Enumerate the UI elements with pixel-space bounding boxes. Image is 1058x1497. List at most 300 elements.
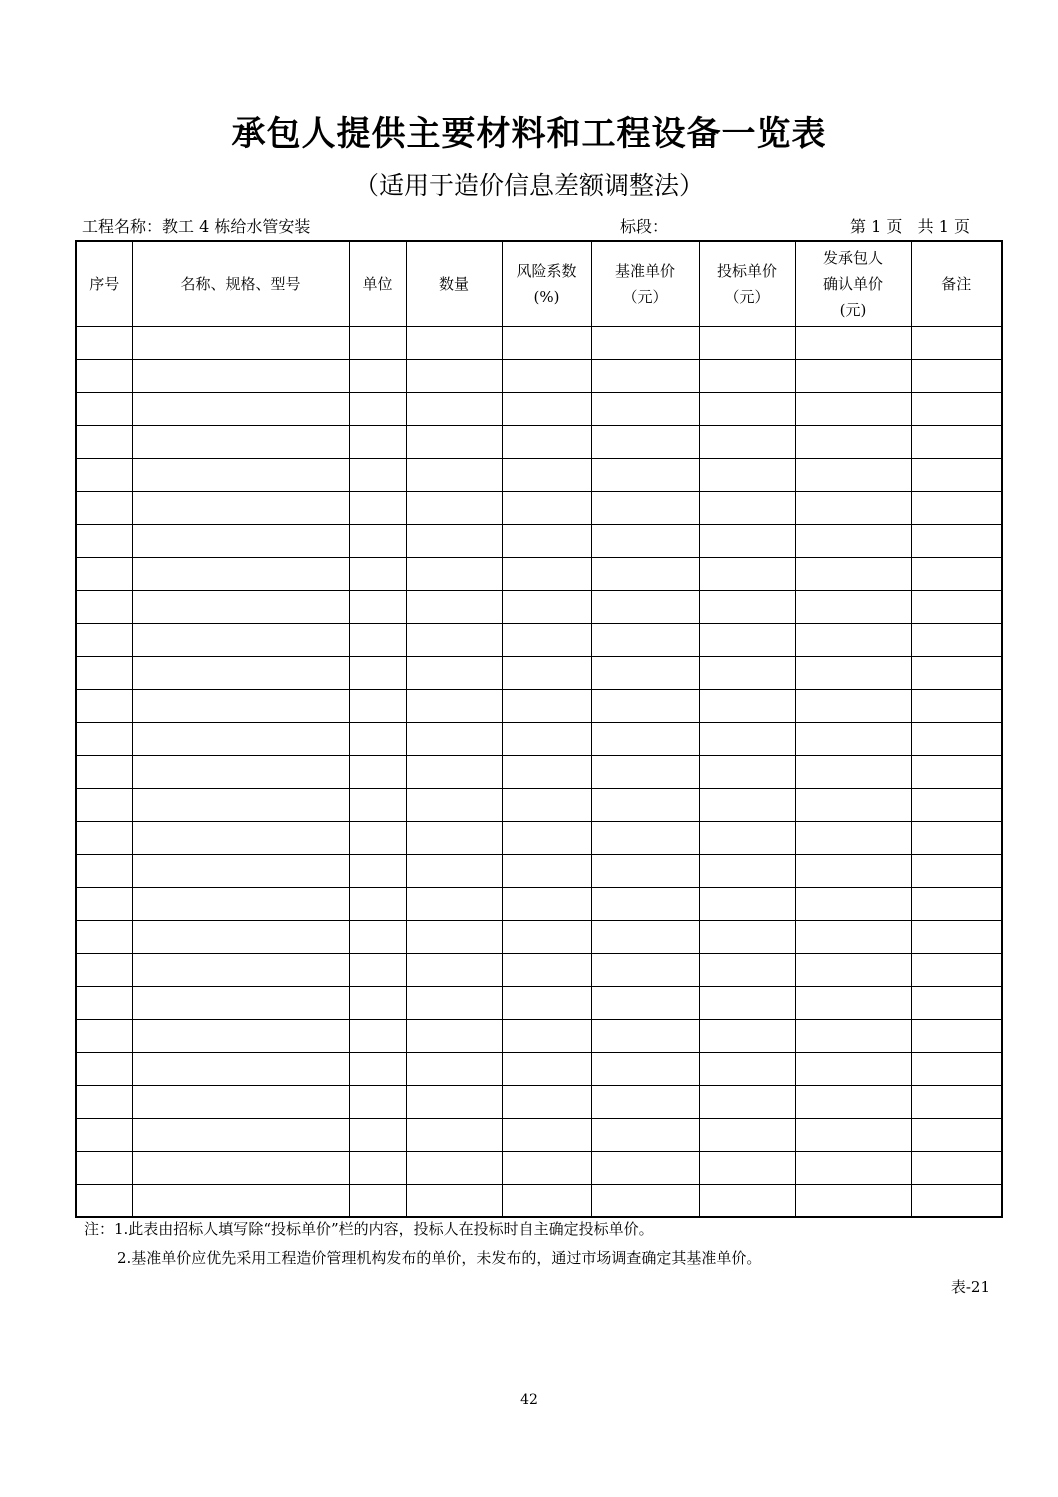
table-cell [132,854,349,887]
table-cell [795,458,911,491]
table-cell [591,491,699,524]
table-cell [699,854,795,887]
header-seq: 序号 [76,241,132,326]
table-cell [795,1151,911,1184]
table-cell [591,1052,699,1085]
table-body [76,326,1002,1217]
table-cell [795,1052,911,1085]
table-cell [132,821,349,854]
table-cell [795,755,911,788]
table-cell [349,491,406,524]
table-cell [406,524,502,557]
table-row [76,755,1002,788]
table-cell [911,986,1002,1019]
table-cell [591,1085,699,1118]
table-cell [911,1118,1002,1151]
table-cell [591,425,699,458]
table-cell [591,788,699,821]
table-cell [502,491,591,524]
table-cell [349,623,406,656]
table-cell [406,590,502,623]
table-cell [406,359,502,392]
table-cell [349,689,406,722]
table-cell [911,425,1002,458]
table-cell [406,623,502,656]
table-cell [699,491,795,524]
table-cell [349,986,406,1019]
table-cell [699,359,795,392]
table-cell [132,1085,349,1118]
table-cell [132,1052,349,1085]
table-cell [591,623,699,656]
table-cell [76,1118,132,1151]
table-cell [502,458,591,491]
table-cell [132,524,349,557]
table-cell [349,656,406,689]
table-cell [699,656,795,689]
table-cell [349,1184,406,1217]
table-row [76,788,1002,821]
table-cell [502,920,591,953]
table-cell [591,458,699,491]
table-cell [76,590,132,623]
table-row [76,1151,1002,1184]
table-cell [911,1052,1002,1085]
table-cell [502,359,591,392]
table-cell [406,557,502,590]
table-cell [795,689,911,722]
table-row [76,590,1002,623]
note-2: 2.基准单价应优先采用工程造价管理机构发布的单价，未发布的，通过市场调查确定其基准单价。 [117,1249,762,1267]
header-risk-line2: (%) [533,287,560,306]
table-cell [76,1184,132,1217]
table-cell [795,986,911,1019]
table-row [76,1019,1002,1052]
header-bid-line2: （元） [724,287,770,306]
table-cell [349,821,406,854]
header-base-line1: 基准单价 [614,261,675,280]
table-cell [132,359,349,392]
table-row [76,1118,1002,1151]
table-number: 表-21 [950,1278,990,1296]
table-cell [502,1019,591,1052]
table-cell [349,788,406,821]
table-cell [591,953,699,986]
table-cell [406,458,502,491]
table-cell [349,557,406,590]
table-cell [132,788,349,821]
table-cell [591,557,699,590]
table-cell [132,491,349,524]
table-row [76,689,1002,722]
table-cell [911,656,1002,689]
table-cell [699,920,795,953]
table-cell [795,590,911,623]
table-cell [502,557,591,590]
table-cell [406,656,502,689]
table-cell [699,755,795,788]
table-cell [911,722,1002,755]
table-cell [349,326,406,359]
table-cell [406,887,502,920]
table-cell [406,1184,502,1217]
table-cell [911,821,1002,854]
table-cell [591,1184,699,1217]
table-cell [76,524,132,557]
table-cell [911,1019,1002,1052]
table-cell [911,524,1002,557]
table-cell [406,1085,502,1118]
header-bid-line1: 投标单价 [716,261,777,280]
table-cell [795,887,911,920]
table-cell [911,623,1002,656]
table-row [76,425,1002,458]
table-cell [349,425,406,458]
table-cell [795,1019,911,1052]
table-cell [502,590,591,623]
table-cell [699,689,795,722]
table-cell [795,920,911,953]
header-base-line2: （元） [622,287,668,306]
table-cell [911,1184,1002,1217]
table-cell [406,821,502,854]
table-cell [502,821,591,854]
table-cell [349,1085,406,1118]
document-title: 承包人提供主要材料和工程设备一览表 [231,114,827,154]
table-cell [76,821,132,854]
table-cell [699,557,795,590]
table-row [76,887,1002,920]
section-label: 标段： [620,217,669,236]
table-cell [795,821,911,854]
table-cell [349,722,406,755]
table-cell [591,1118,699,1151]
table-cell [76,1019,132,1052]
table-cell [911,755,1002,788]
table-cell [76,359,132,392]
table-cell [699,1085,795,1118]
table-cell [502,953,591,986]
table-cell [76,1151,132,1184]
table-cell [349,854,406,887]
table-row [76,854,1002,887]
table-cell [132,1184,349,1217]
note-1: 注：1.此表由招标人填写除“投标单价”栏的内容，投标人在投标时自主确定投标单价。 [84,1220,654,1238]
table-cell [591,854,699,887]
table-cell [795,788,911,821]
table-cell [406,1019,502,1052]
table-row [76,524,1002,557]
table-cell [76,755,132,788]
table-row [76,623,1002,656]
table-cell [349,590,406,623]
table-cell [795,623,911,656]
table-row [76,656,1002,689]
table-cell [591,590,699,623]
table-cell [699,590,795,623]
page-indicator: 第 1 页 共 1 页 [850,217,970,236]
table-cell [76,392,132,425]
table-cell [795,1184,911,1217]
table-cell [502,1151,591,1184]
table-cell [502,1052,591,1085]
table-cell [349,1151,406,1184]
table-cell [591,1151,699,1184]
table-cell [406,491,502,524]
table-cell [76,986,132,1019]
table-cell [699,953,795,986]
table-cell [795,1085,911,1118]
table-cell [406,986,502,1019]
table-cell [911,1151,1002,1184]
table-cell [76,854,132,887]
header-confirm-line3: (元) [839,300,867,319]
table-cell [911,359,1002,392]
table-row [76,953,1002,986]
table-cell [349,920,406,953]
table-cell [911,953,1002,986]
table-cell [911,491,1002,524]
table-cell [795,524,911,557]
table-cell [591,722,699,755]
header-confirmed-price [795,241,911,326]
table-row [76,458,1002,491]
table-row [76,722,1002,755]
table-cell [132,656,349,689]
table-cell [76,689,132,722]
table-cell [911,1085,1002,1118]
table-cell [349,1118,406,1151]
materials-table [75,240,1003,1218]
document-subtitle: （适用于造价信息差额调整法） [353,171,704,200]
table-cell [911,689,1002,722]
table-cell [699,887,795,920]
table-cell [76,887,132,920]
table-cell [132,1019,349,1052]
table-cell [76,623,132,656]
table-cell [591,392,699,425]
table-cell [502,986,591,1019]
table-cell [76,656,132,689]
table-cell [699,1019,795,1052]
header-remark: 备注 [911,241,1002,326]
header-risk [502,241,591,326]
table-cell [699,1184,795,1217]
table-cell [911,392,1002,425]
table-cell [699,392,795,425]
table-cell [699,722,795,755]
table-cell [699,1118,795,1151]
table-cell [132,1151,349,1184]
table-cell [591,656,699,689]
table-cell [795,425,911,458]
table-cell [406,755,502,788]
table-cell [76,425,132,458]
table-cell [76,458,132,491]
table-cell [132,920,349,953]
header-risk-line1: 风险系数 [516,261,577,280]
project-name: 工程名称：教工 4 栋给水管安装 [82,217,311,236]
header-confirm-line2: 确认单价 [822,274,883,293]
table-cell [591,986,699,1019]
table-cell [911,854,1002,887]
table-cell [591,524,699,557]
table-cell [406,326,502,359]
table-cell [349,359,406,392]
table-cell [76,1085,132,1118]
header-bid-price [699,241,795,326]
table-cell [132,986,349,1019]
table-row [76,1184,1002,1217]
table-cell [132,458,349,491]
table-cell [795,656,911,689]
table-cell [911,326,1002,359]
table-cell [406,689,502,722]
table-cell [699,326,795,359]
table-cell [132,425,349,458]
table-cell [502,1118,591,1151]
table-cell [76,953,132,986]
table-cell [591,689,699,722]
table-cell [795,722,911,755]
table-row [76,1052,1002,1085]
table-cell [349,1019,406,1052]
table-cell [76,788,132,821]
table-row [76,986,1002,1019]
table-cell [76,1052,132,1085]
table-cell [132,590,349,623]
table-cell [406,425,502,458]
table-cell [699,623,795,656]
page-number: 42 [520,1392,538,1408]
table-cell [502,887,591,920]
table-row [76,920,1002,953]
table-cell [349,953,406,986]
table-cell [76,722,132,755]
table-cell [502,524,591,557]
table-cell [502,623,591,656]
table-cell [591,755,699,788]
table-cell [699,1151,795,1184]
table-cell [406,1151,502,1184]
table-cell [795,359,911,392]
table-cell [406,722,502,755]
table-row [76,557,1002,590]
table-cell [591,326,699,359]
table-cell [76,920,132,953]
table-cell [406,392,502,425]
table-cell [349,1052,406,1085]
table-row [76,326,1002,359]
table-cell [795,1118,911,1151]
header-name: 名称、规格、型号 [132,241,349,326]
table-cell [502,1085,591,1118]
table-cell [406,854,502,887]
table-cell [795,557,911,590]
table-cell [502,854,591,887]
table-cell [349,392,406,425]
table-cell [699,425,795,458]
table-cell [132,1118,349,1151]
table-cell [132,623,349,656]
table-cell [795,491,911,524]
table-cell [591,920,699,953]
table-cell [349,524,406,557]
header-base-price [591,241,699,326]
table-cell [132,755,349,788]
table-cell [406,920,502,953]
table-cell [699,788,795,821]
table-cell [911,887,1002,920]
table-cell [911,590,1002,623]
table-cell [911,458,1002,491]
table-cell [502,392,591,425]
table-cell [76,326,132,359]
table-cell [406,953,502,986]
table-cell [502,326,591,359]
table-row [76,359,1002,392]
table-cell [349,755,406,788]
table-cell [76,557,132,590]
table-cell [795,326,911,359]
table-cell [795,953,911,986]
table-header-row [76,241,1002,326]
table-cell [132,557,349,590]
table-cell [591,359,699,392]
table-row [76,491,1002,524]
table-cell [502,689,591,722]
table-cell [502,755,591,788]
table-cell [502,425,591,458]
header-unit: 单位 [349,241,406,326]
table-cell [911,557,1002,590]
table-cell [132,953,349,986]
table-cell [76,491,132,524]
table-cell [502,788,591,821]
table-row [76,821,1002,854]
table-cell [591,887,699,920]
header-qty: 数量 [406,241,502,326]
table-cell [349,458,406,491]
table-cell [795,854,911,887]
table-cell [699,986,795,1019]
table-cell [502,1184,591,1217]
table-cell [502,722,591,755]
table-cell [132,722,349,755]
header-confirm-line1: 发承包人 [822,248,883,267]
table-cell [349,887,406,920]
table-cell [132,392,349,425]
table-cell [699,458,795,491]
table-cell [699,1052,795,1085]
table-row [76,1085,1002,1118]
table-cell [406,1118,502,1151]
table-cell [699,821,795,854]
table-cell [406,788,502,821]
table-cell [406,1052,502,1085]
table-cell [911,788,1002,821]
table-cell [795,392,911,425]
table-cell [132,689,349,722]
table-cell [502,656,591,689]
table-cell [911,920,1002,953]
table-cell [591,821,699,854]
table-cell [132,887,349,920]
table-cell [132,326,349,359]
table-cell [591,1019,699,1052]
table-row [76,392,1002,425]
table-cell [699,524,795,557]
